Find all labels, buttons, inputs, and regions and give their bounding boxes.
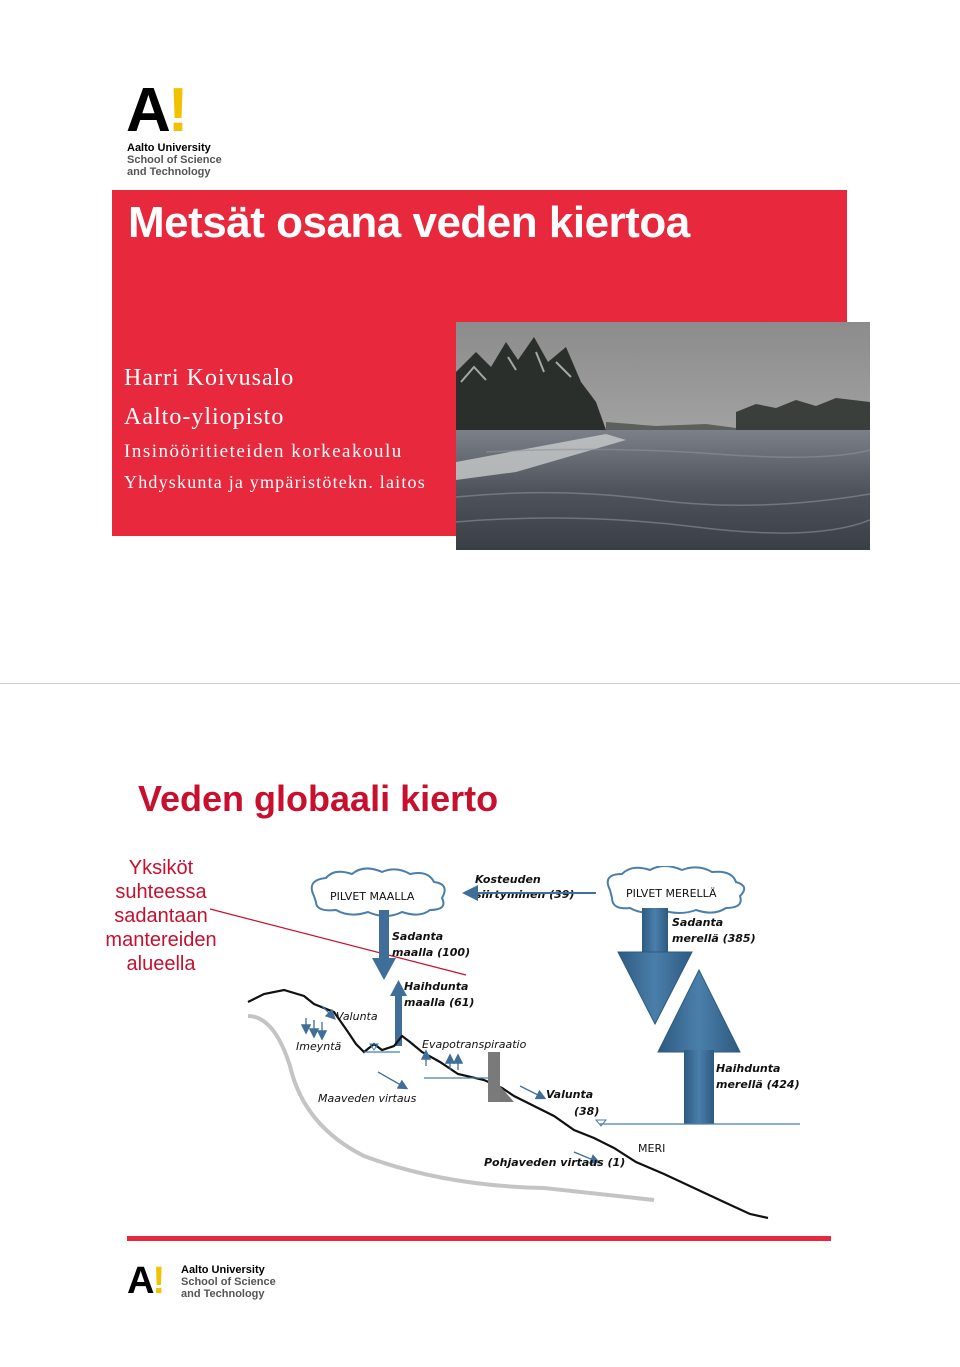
soil-water-flow-label: Maaveden virtaus xyxy=(318,1092,417,1105)
logo-line-1: Aalto University xyxy=(181,1264,265,1276)
infiltration-label: Imeyntä xyxy=(296,1040,342,1053)
winter-river-photo xyxy=(456,322,870,550)
runoff-upper-label: Valunta xyxy=(336,1010,378,1023)
evapotranspiration-label: Evapotranspiraatio xyxy=(422,1038,527,1051)
slide-title: Metsät osana veden kiertoa xyxy=(128,198,690,247)
units-note-line: Yksiköt xyxy=(128,857,194,879)
author-department: Yhdyskunta ja ympäristötekn. laitos xyxy=(124,472,426,492)
aalto-logo xyxy=(126,76,266,180)
moisture-transfer xyxy=(466,873,596,901)
sea-evaporation-label: merellä (424) xyxy=(716,1078,800,1091)
deep-groundwater-label: Pohjaveden virtaus (1) xyxy=(484,1156,626,1169)
sea-cloud-label: PILVET MERELLÄ xyxy=(626,887,717,900)
units-note-line: sadantaan xyxy=(114,905,208,927)
runoff-sea-label: (38) xyxy=(574,1105,600,1118)
units-note-line: suhteessa xyxy=(115,881,207,903)
logo-mark: A! xyxy=(126,76,186,145)
sea-precipitation-label: merellä (385) xyxy=(672,932,756,945)
logo-mark: A! xyxy=(127,1260,164,1302)
dam-block xyxy=(488,1052,500,1102)
logo-text xyxy=(181,1264,276,1300)
evapotranspiration-arrows xyxy=(426,1052,458,1070)
logo-line-2: School of Science xyxy=(127,154,222,166)
moisture-transfer-label: siirtyminen (39) xyxy=(475,888,575,901)
sea-label: MERI xyxy=(638,1142,666,1155)
infiltration-arrows xyxy=(306,1018,322,1038)
land-evaporation-label: Haihdunta xyxy=(404,980,469,993)
land-precipitation-label: Sadanta xyxy=(392,930,444,943)
land-cloud xyxy=(312,868,445,916)
logo-line-3: and Technology xyxy=(181,1288,265,1300)
units-note-line: mantereiden xyxy=(105,929,217,951)
sea-precipitation-label: Sadanta xyxy=(672,916,724,929)
aalto-logo xyxy=(127,1262,297,1302)
water-cycle-diagram xyxy=(244,866,804,1238)
author-name: Harri Koivusalo xyxy=(124,365,295,391)
land-evaporation-label: maalla (61) xyxy=(404,996,475,1009)
logo-line-2: School of Science xyxy=(181,1276,276,1288)
footer-rule xyxy=(127,1236,831,1241)
slide-title: Veden globaali kierto xyxy=(138,778,499,819)
sea-evaporation-arrow xyxy=(658,970,800,1124)
runoff-sea-label: Valunta xyxy=(546,1088,594,1101)
land-precipitation-label: maalla (100) xyxy=(392,946,471,959)
land-precipitation-arrow xyxy=(372,910,470,980)
author-school: Insinööritieteiden korkeakoulu xyxy=(124,441,403,462)
moisture-transfer-label: Kosteuden xyxy=(475,873,541,886)
land-cloud-label: PILVET MAALLA xyxy=(330,890,415,903)
logo-text xyxy=(127,142,222,178)
units-note-line: alueella xyxy=(126,953,196,975)
logo-line-1: Aalto University xyxy=(127,142,211,154)
slide-2 xyxy=(0,684,960,1367)
author-organization: Aalto-yliopisto xyxy=(124,404,285,430)
sea-cloud xyxy=(608,866,744,913)
logo-line-3: and Technology xyxy=(127,166,211,178)
sea-evaporation-label: Haihdunta xyxy=(716,1062,781,1075)
